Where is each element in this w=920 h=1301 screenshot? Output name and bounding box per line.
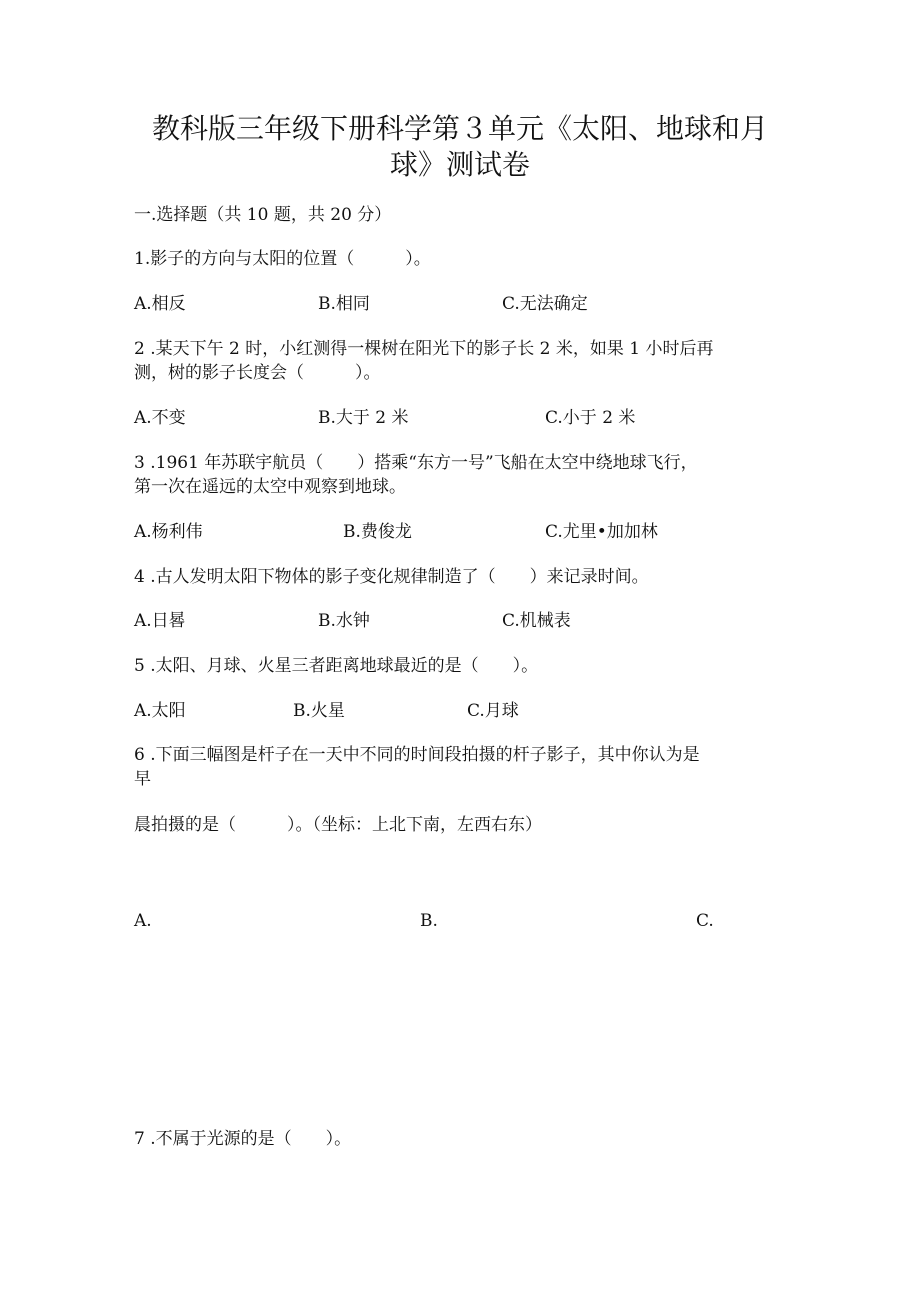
- question-3-text-line-2: 第一次在遥远的太空中观察到地球。: [134, 477, 406, 497]
- question-6-option-b: B.: [420, 911, 438, 931]
- question-1-option-a: A.相反: [134, 294, 186, 314]
- question-5-option-a: A.太阳: [134, 701, 186, 721]
- question-2-text-line-2: 测，树的影子长度会（ ）。: [134, 363, 381, 383]
- question-1-text: 1.影子的方向与太阳的位置（ ）。: [134, 249, 431, 269]
- question-6-text-line-2: 早: [134, 769, 151, 789]
- question-5-text: 5 .太阳、月球、火星三者距离地球最近的是（ ）。: [134, 656, 539, 676]
- question-3-text-line-1: 3 .1961 年苏联宇航员（ ）搭乘“东方一号”飞船在太空中绕地球飞行，: [134, 453, 698, 473]
- question-6-text-line-1: 6 .下面三幅图是杆子在一天中不同的时间段拍摄的杆子影子，其中你认为是: [134, 745, 700, 765]
- question-4-text: 4 .古人发明太阳下物体的影子变化规律制造了（ ）来记录时间。: [134, 567, 649, 587]
- question-2-option-c: C.小于 2 米: [545, 408, 636, 428]
- question-3-option-c: C.尤里•加加林: [545, 522, 658, 542]
- document-title-line-2: 球》测试卷: [389, 148, 530, 181]
- question-1-option-c: C.无法确定: [502, 294, 588, 314]
- section-heading: 一.选择题（共 10 题，共 20 分）: [134, 205, 392, 225]
- question-4-option-b: B.水钟: [318, 611, 370, 631]
- question-3-option-a: A.杨利伟: [134, 522, 203, 542]
- question-4-option-c: C.机械表: [502, 611, 571, 631]
- question-6-option-c: C.: [696, 911, 714, 931]
- question-1-option-b: B.相同: [318, 294, 370, 314]
- document-title-line-1: 教科版三年级下册科学第３单元《太阳、地球和月: [151, 112, 768, 145]
- question-7-text: 7 .不属于光源的是（ ）。: [134, 1129, 352, 1149]
- question-2-text-line-1: 2 .某天下午 2 时，小红测得一棵树在阳光下的影子长 2 米，如果 1 小时后再: [134, 339, 714, 359]
- question-6-option-a: A.: [134, 911, 152, 931]
- question-3-option-b: B.费俊龙: [343, 522, 412, 542]
- question-2-option-b: B.大于 2 米: [318, 408, 409, 428]
- question-4-option-a: A.日晷: [134, 611, 186, 631]
- question-6-text-line-3: 晨拍摄的是（ ）。（坐标：上北下南，左西右东）: [134, 815, 542, 835]
- question-2-option-a: A.不变: [134, 408, 186, 428]
- question-5-option-b: B.火星: [293, 701, 345, 721]
- question-5-option-c: C.月球: [467, 701, 519, 721]
